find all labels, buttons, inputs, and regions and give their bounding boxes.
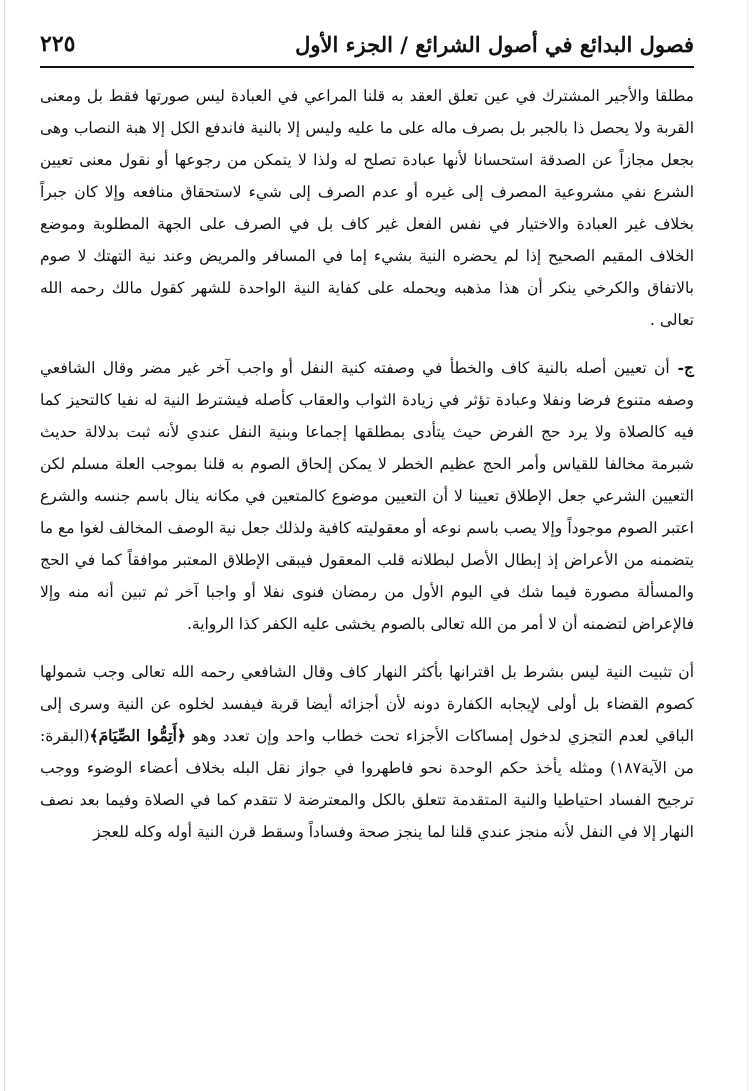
header-rule: [40, 66, 694, 68]
paragraph-2-lead: ج-: [669, 358, 695, 377]
page-number: ٢٢٥: [40, 31, 76, 57]
paragraph-1: [40, 80, 694, 336]
paragraph-2: [40, 352, 694, 640]
body-text: [40, 80, 694, 848]
paragraph-3-text-after: (البقرة: من الآية١٨٧) ومثله يأخذ حكم الوحدة نحو فاطهروا في جواز نقل البله بخلاف أعضاء الوضوء ووجب ترجيح الفساد احتياطيا والنية المتقدمة تتعلق بالكل والمعترضة لا تتقدم كما في الصلاة وفيما بعد نصف النهار إلا في النفل لأنه منجز عندي قلنا لما ينجز صحة وفساداً وسقط قرن النية أوله وكله للعجز: [40, 727, 694, 841]
paragraph-2-text: أن تعيين أصله بالنية كاف والخطأ في وصفته كنية النفل أو واجب آخر غير مضر وقال الشافعي وصفه متنوع فرضا ونفلا وعبادة تؤثر في زيادة الثواب والعقاب كأصله فيشترط النية له نفيا كالتحيز كما فيه كالصلاة ولا يرد حج الفرض حيث يتأدى بمطلقها إجماعا وبنية النفل عندي لأنه ثبت بدلالة حديث شبرمة مخالفا للقياس وأمر الحج عظيم الخطر لا يمكن إلحاق الصوم به قلنا بموجب العلة مسلم لكن التعيين الشرعي جعل الإطلاق تعيينا لا أن التعيين موضوع كالمتعين في مكانه ينال باسم جنسه والشرع اعتبر الصوم موجوداً وإلا يصب باسم نوعه أو معقوليته كافية ولذلك جعل نية الوصف المخالف لغوا مع ما يتضمنه من الأعراض إذ إبطال الأصل لبطلانه قلب المعقول فيبقى الإطلاق المعتبر موافقاً كما في الحج والمسألة مصورة فيما شك في اليوم الأول من رمضان فنوى نفلا أو واجبا آخر ثم تبين أنه منه وإلا فالإعراض لتضمنه أن لا أمر من الله تعالى بالصوم يخشى عليه الكفر كذا الرواية.: [40, 359, 694, 633]
paragraph-1-text: مطلقا والأجير المشترك في عين تعلق العقد به قلنا المراعي في العبادة ليس صورتها فقط بل ومعنى القربة ولا يحصل ذا بالجبر بل بصرف ماله على ما عليه وليس إلا بالنية فاندفع الكل إلا هبة النصاب وهى بجعل مجازاً عن الصدقة استحسانا لأنها عبادة تصلح له ولذا لا يتمكن من رجوعها أو نقول معنى تعيين الشرع نفي مشروعية المصرف إلى غيره أو عدم الصرف إلى شيء لاستحقاق منافعه وإلا كان جبراً بخلاف غير العبادة والاختيار في نفس الفعل غير كاف بل في الصرف على الجهة المطلوبة وموضع الخلاف المقيم الصحيح إذا لم يحضره النية بشيء إما في المسافر والمريض وعند نية التهتك لا صوم بالاتفاق والكرخي ينكر أن هذا مذهبه ويحمله على كفاية النية الواحدة للشهر كقول مالك رحمه الله تعالى .: [40, 87, 694, 329]
paragraph-3-text-before: أن تثبيت النية ليس بشرط بل اقترانها بأكثر النهار كاف وقال الشافعي رحمه الله تعالى وجب شمولها كصوم القضاء بل أولى لإيجابه الكفارة دونه لأن أجزائه أيضا قربة فيفسد لخلوه عن النية وسرى إلى الباقي لعدم التجزي لدخول إمساكات الأجزاء تحت خطاب واحد وإن تعدد وهو: [40, 663, 694, 745]
paragraph-3: [40, 656, 694, 848]
scan-edge-right: [747, 0, 748, 1091]
running-title: فصول البدائع في أصول الشرائع / الجزء الأول: [295, 31, 694, 57]
quran-verse: ﴿أَتِمُّوا الصِّيَامَ﴾: [89, 726, 187, 745]
scan-edge-left: [4, 0, 5, 1091]
page-header: [40, 22, 694, 66]
